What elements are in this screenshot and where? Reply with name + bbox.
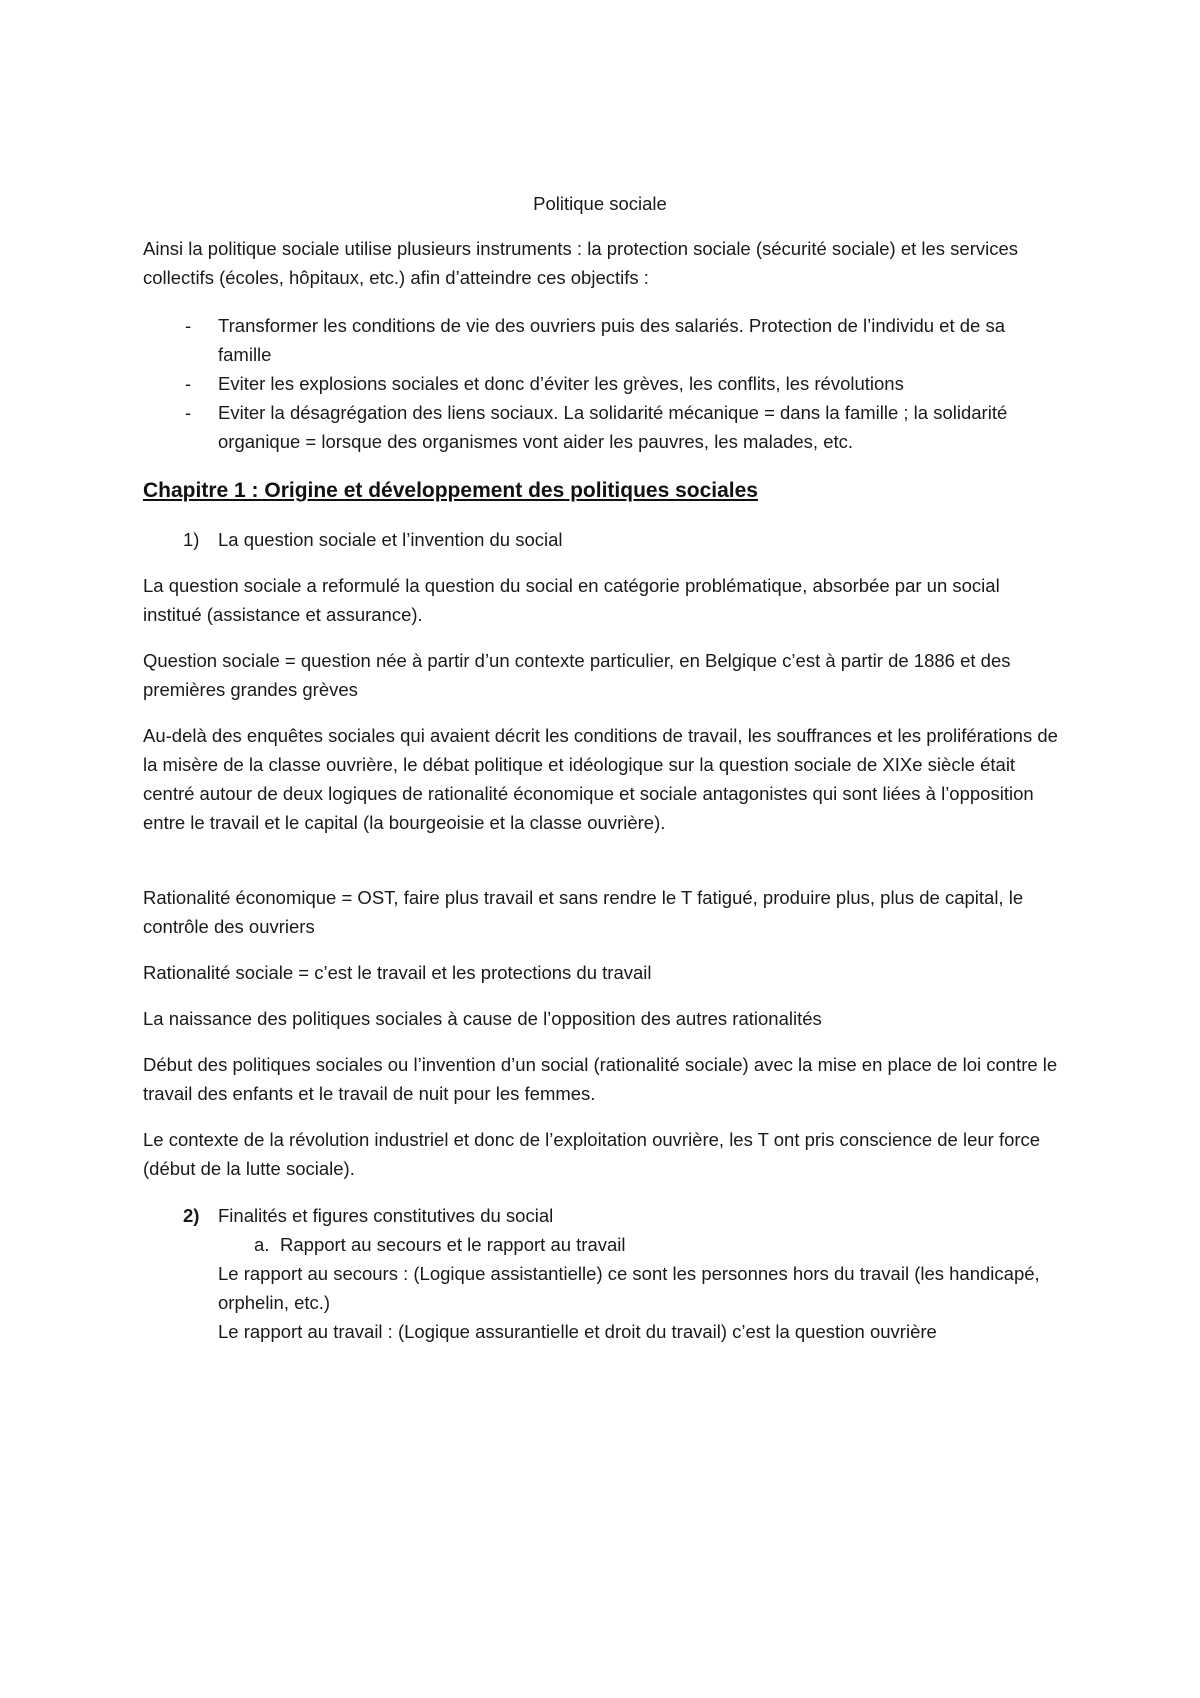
section2-line: Le rapport au travail : (Logique assurantielle et droit du travail) c’est la question ouvrière	[218, 1321, 937, 1342]
bullet-marker: -	[185, 315, 192, 336]
subsection-letter: a.	[254, 1234, 270, 1255]
paragraph: Rationalité sociale = c’est le travail et les protections du travail	[143, 962, 652, 983]
section-number: 1)	[183, 529, 200, 550]
bullet-text: Eviter les explosions sociales et donc d’éviter les grèves, les conflits, les révolutions	[218, 373, 904, 394]
intro-paragraph: Ainsi la politique sociale utilise plusieurs instruments : la protection sociale (sécurité sociale) et les services collectifs (écoles, hôpitaux, etc.) afin d’atteindre ces objectifs :	[143, 238, 1019, 288]
subsection-heading-a	[254, 1230, 626, 1259]
bullet-item	[143, 311, 1063, 369]
paragraph: La naissance des politiques sociales à cause de l’opposition des autres rationalités	[143, 1008, 822, 1029]
paragraph: Au-delà des enquêtes sociales qui avaient décrit les conditions de travail, les souffrances et les proliférations de la misère de la classe ouvrière, le débat politique et idéologique sur la question sociale de XIXe siècle était centré autour de deux logiques de rationalité économique et sociale antagonistes qui sont liées à l’opposition entre le travail et le capital (la bourgeoisie et la classe ouvrière).	[143, 725, 1058, 833]
bullet-marker: -	[185, 402, 192, 423]
chapter-heading: Chapitre 1 : Origine et développement des politiques sociales	[143, 479, 758, 502]
section-heading-2	[183, 1201, 553, 1230]
bullet-text: Eviter la désagrégation des liens sociaux. La solidarité mécanique = dans la famille ; la solidarité organique = lorsque des organismes vont aider les pauvres, les malades, etc.	[218, 402, 1008, 452]
bullet-item	[143, 369, 1063, 398]
section-title: La question sociale et l’invention du social	[218, 529, 563, 550]
paragraph: Le contexte de la révolution industriel et donc de l’exploitation ouvrière, les T ont pris conscience de leur force (début de la lutte sociale).	[143, 1129, 1041, 1179]
section-number: 2)	[183, 1205, 200, 1226]
bullet-marker: -	[185, 373, 192, 394]
bullet-text: Transformer les conditions de vie des ouvriers puis des salariés. Protection de l’individu et de sa famille	[218, 315, 1005, 365]
subsection-title: Rapport au secours et le rapport au travail	[280, 1234, 626, 1255]
document-title: Politique sociale	[533, 193, 667, 214]
paragraph: Question sociale = question née à partir d’un contexte particulier, en Belgique c’est à partir de 1886 et des premières grandes grèves	[143, 650, 1011, 700]
paragraph: Rationalité économique = OST, faire plus travail et sans rendre le T fatigué, produire plus, plus de capital, le contrôle des ouvriers	[143, 887, 1024, 937]
section2-line: Le rapport au secours : (Logique assistantielle) ce sont les personnes hors du travail (les handicapé, orphelin, etc.)	[218, 1263, 1040, 1313]
paragraph: La question sociale a reformulé la question du social en catégorie problématique, absorbée par un social institué (assistance et assurance).	[143, 575, 1000, 625]
section-heading-1	[183, 525, 563, 554]
section-title: Finalités et figures constitutives du social	[218, 1205, 554, 1226]
paragraph: Début des politiques sociales ou l’invention d’un social (rationalité sociale) avec la mise en place de loi contre le travail des enfants et le travail de nuit pour les femmes.	[143, 1054, 1058, 1104]
bullet-item	[143, 398, 1063, 456]
